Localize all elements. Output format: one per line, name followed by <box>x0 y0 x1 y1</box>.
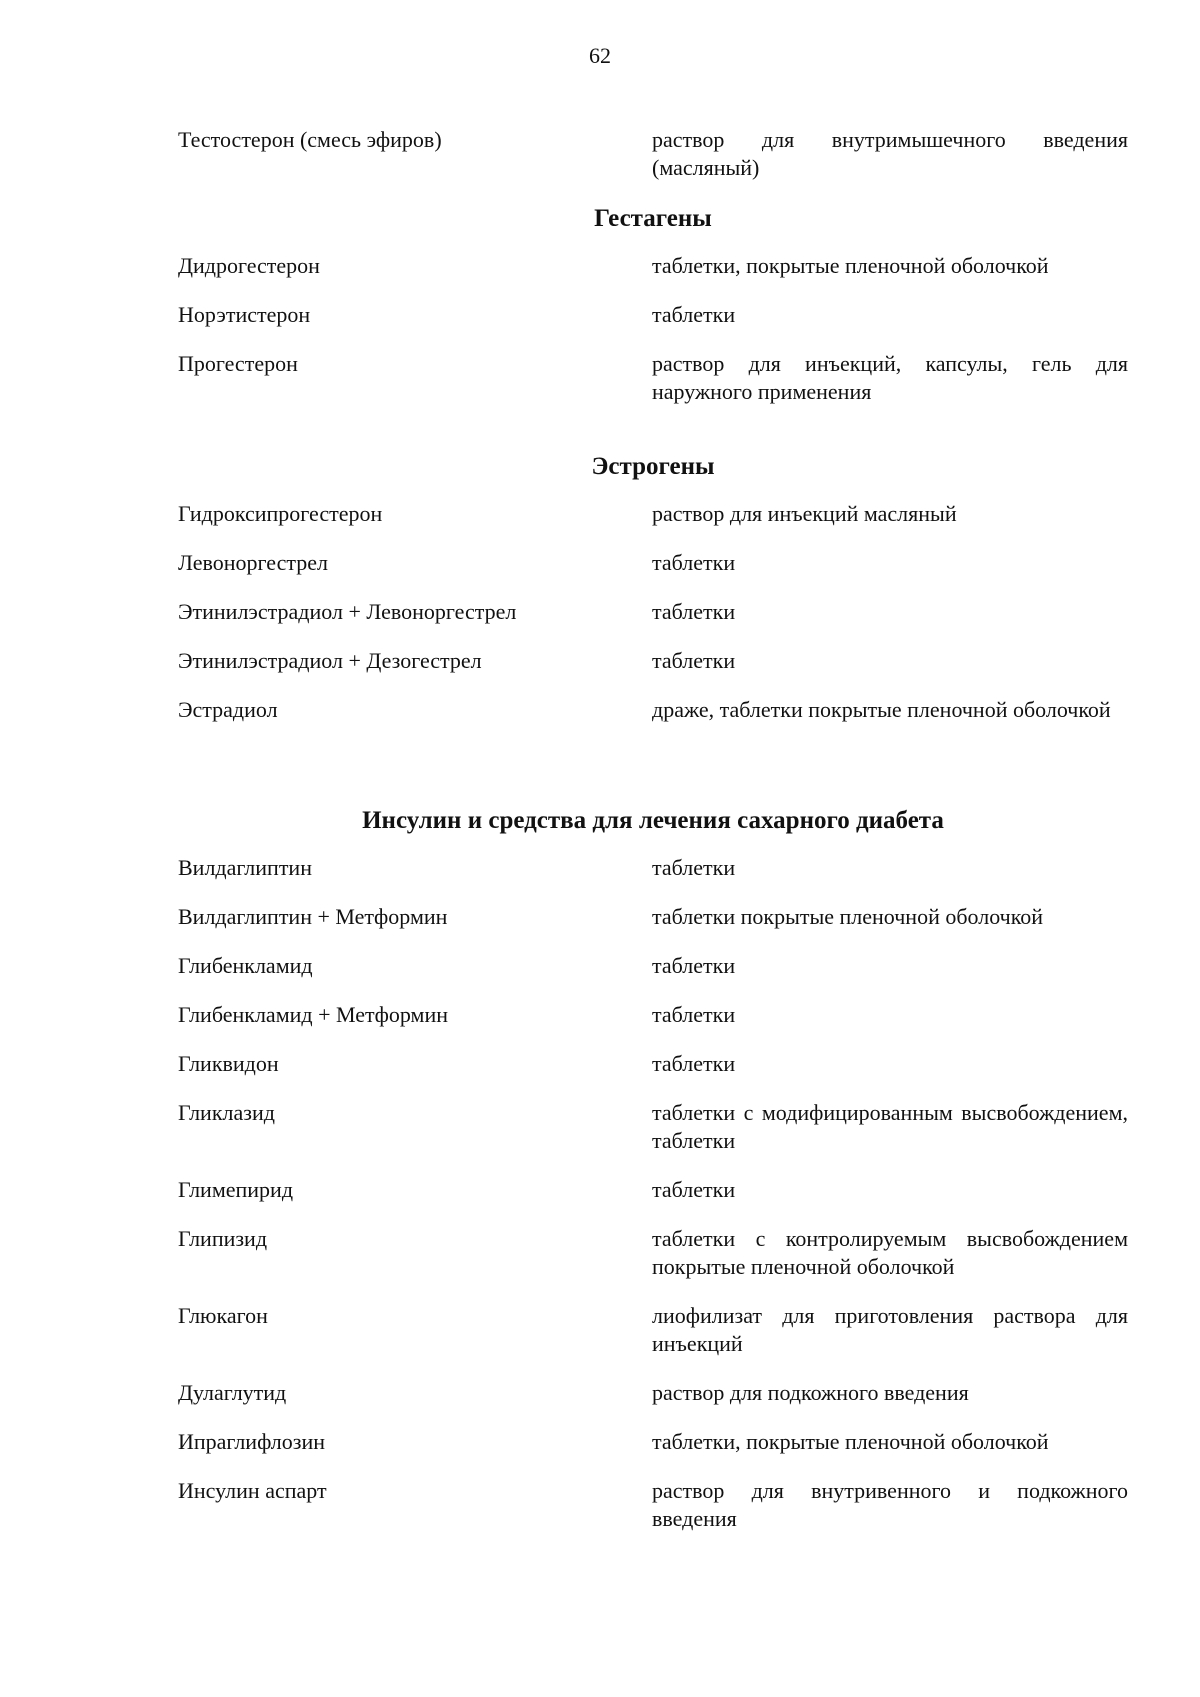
drug-row <box>178 952 1128 980</box>
drug-name: Левоноргестрел <box>178 550 328 575</box>
drug-list <box>178 126 1128 1533</box>
drug-row <box>178 696 1128 724</box>
dosage-form: лиофилизат для приготовления раствора для инъекций <box>652 1303 1128 1356</box>
drug-name: Глибенкламид + Метформин <box>178 1002 449 1027</box>
drug-name: Гликвидон <box>178 1051 279 1076</box>
dosage-form: таблетки <box>652 1177 736 1202</box>
dosage-form: таблетки <box>652 1051 736 1076</box>
drug-name: Глимепирид <box>178 1177 294 1202</box>
drug-row <box>178 1302 1128 1358</box>
drug-row <box>178 647 1128 675</box>
drug-name: Вилдаглиптин + Метформин <box>178 904 448 929</box>
dosage-form: драже, таблетки покрытые пленочной оболочкой <box>652 697 1111 722</box>
drug-name: Гликлазид <box>178 1100 275 1125</box>
drug-name: Дидрогестерон <box>178 253 320 278</box>
dosage-form: таблетки, покрытые пленочной оболочкой <box>652 253 1049 278</box>
dosage-form: раствор для инъекций, капсулы, гель для наружного применения <box>652 351 1128 404</box>
dosage-form: раствор для подкожного введения <box>652 1380 969 1405</box>
drug-name: Этинилэстрадиол + Дезогестрел <box>178 648 482 673</box>
page-number: 62 <box>589 43 611 68</box>
dosage-form: таблетки <box>652 599 736 624</box>
drug-row <box>178 1176 1128 1204</box>
drug-row <box>178 598 1128 626</box>
drug-name: Вилдаглиптин <box>178 855 312 880</box>
drug-name: Норэтистерон <box>178 302 311 327</box>
drug-name: Прогестерон <box>178 351 298 376</box>
drug-name: Глибенкламид <box>178 953 313 978</box>
drug-row <box>178 1477 1128 1533</box>
drug-name: Этинилэстрадиол + Левоноргестрел <box>178 599 517 624</box>
dosage-form: раствор для инъекций масляный <box>652 501 957 526</box>
drug-name: Тестостерон (смесь эфиров) <box>178 127 442 152</box>
dosage-form: таблетки <box>652 1002 736 1027</box>
dosage-form: таблетки <box>652 648 736 673</box>
drug-row <box>178 1225 1128 1281</box>
drug-row <box>178 854 1128 882</box>
dosage-form: таблетки покрытые пленочной оболочкой <box>652 904 1044 929</box>
dosage-form: таблетки <box>652 855 736 880</box>
section-heading: Гестагены <box>594 205 712 232</box>
drug-row <box>178 301 1128 329</box>
dosage-form: таблетки <box>652 953 736 978</box>
drug-row <box>178 1001 1128 1029</box>
drug-row <box>178 549 1128 577</box>
dosage-form: таблетки с контролируемым высвобождением покрытые пленочной оболочкой <box>652 1226 1128 1279</box>
drug-row <box>178 1099 1128 1155</box>
drug-name: Ипраглифлозин <box>178 1429 326 1454</box>
section-heading: Эстрогены <box>591 453 715 480</box>
dosage-form: раствор для внутривенного и подкожного введения <box>652 1478 1128 1531</box>
drug-row <box>178 1379 1128 1407</box>
drug-name: Эстрадиол <box>178 697 278 722</box>
dosage-form: таблетки с модифицированным высвобождением, таблетки <box>652 1100 1128 1153</box>
dosage-form: таблетки <box>652 302 736 327</box>
section-heading: Инсулин и средства для лечения сахарного диабета <box>362 807 944 834</box>
drug-row <box>178 252 1128 280</box>
dosage-form: раствор для внутримышечного введения (масляный) <box>652 127 1128 180</box>
drug-row <box>178 126 1128 182</box>
dosage-form: таблетки <box>652 550 736 575</box>
drug-row <box>178 1050 1128 1078</box>
drug-name: Гидроксипрогестерон <box>178 501 383 526</box>
drug-row <box>178 350 1128 406</box>
dosage-form: таблетки, покрытые пленочной оболочкой <box>652 1429 1049 1454</box>
drug-row <box>178 903 1128 931</box>
drug-name: Дулаглутид <box>178 1380 287 1405</box>
drug-row <box>178 500 1128 528</box>
drug-name: Глипизид <box>178 1226 268 1251</box>
drug-name: Инсулин аспарт <box>178 1478 327 1503</box>
drug-row <box>178 1428 1128 1456</box>
drug-name: Глюкагон <box>178 1303 268 1328</box>
